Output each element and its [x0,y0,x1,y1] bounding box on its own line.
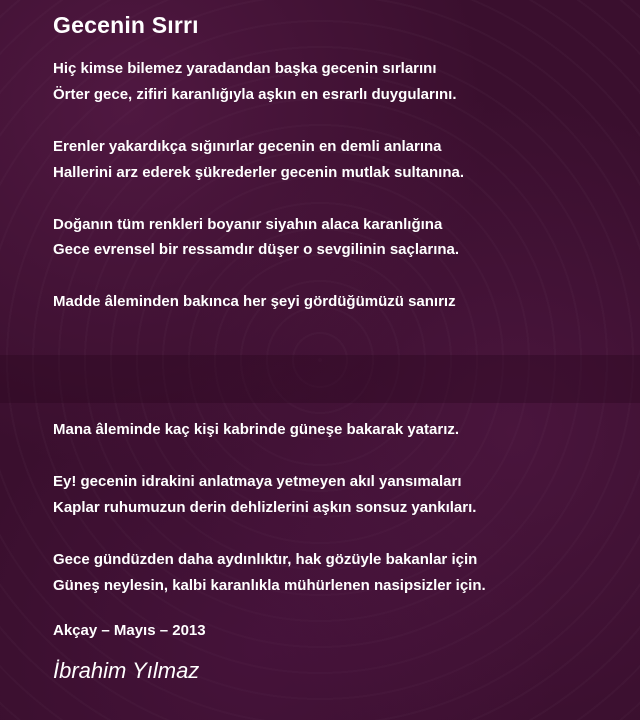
poem-line: Doğanın tüm renkleri boyanır siyahın alaca karanlığına [53,215,443,233]
date-line: Akçay – Mayıs – 2013 [53,622,206,639]
poem-line: Hiç kimse bilemez yaradandan başka gecenin sırlarını [53,60,437,77]
poem-line: Hallerini arz ederek şükrederler gecenin mutlak sultanına. [53,163,464,181]
poem-line: Madde âleminden bakınca her şeyi gördüğümüzü sanırız [53,293,456,311]
poem-line: Ey! gecenin idrakini anlatmaya yetmeyen akıl yansımaları [53,473,462,491]
poem-body [53,56,613,599]
author-signature: İbrahim Yılmaz [53,658,200,683]
poem-line: Örter gece, zifiri karanlığıyla aşkın en esrarlı duygularını. [53,85,457,103]
poem-title: Gecenin Sırrı [53,12,199,38]
poem-line: Güneş neylesin, kalbi karanlıkla mühürlenen nasipsizler için. [53,576,486,594]
poem-line: Gece gündüzden daha aydınlıktır, hak gözüyle bakanlar için [53,551,478,569]
poem-line: Mana âleminde kaç kişi kabrinde güneşe bakarak yatarız. [53,421,460,439]
poem-line: Gece evrensel bir ressamdır düşer o sevgilinin saçlarına. [53,241,460,259]
poem-line: Kaplar ruhumuzun derin dehlizlerini aşkın sonsuz yankıları. [53,499,477,517]
poem-line: Erenler yakardıkça sığınırlar gecenin en demli anlarına [53,137,442,155]
